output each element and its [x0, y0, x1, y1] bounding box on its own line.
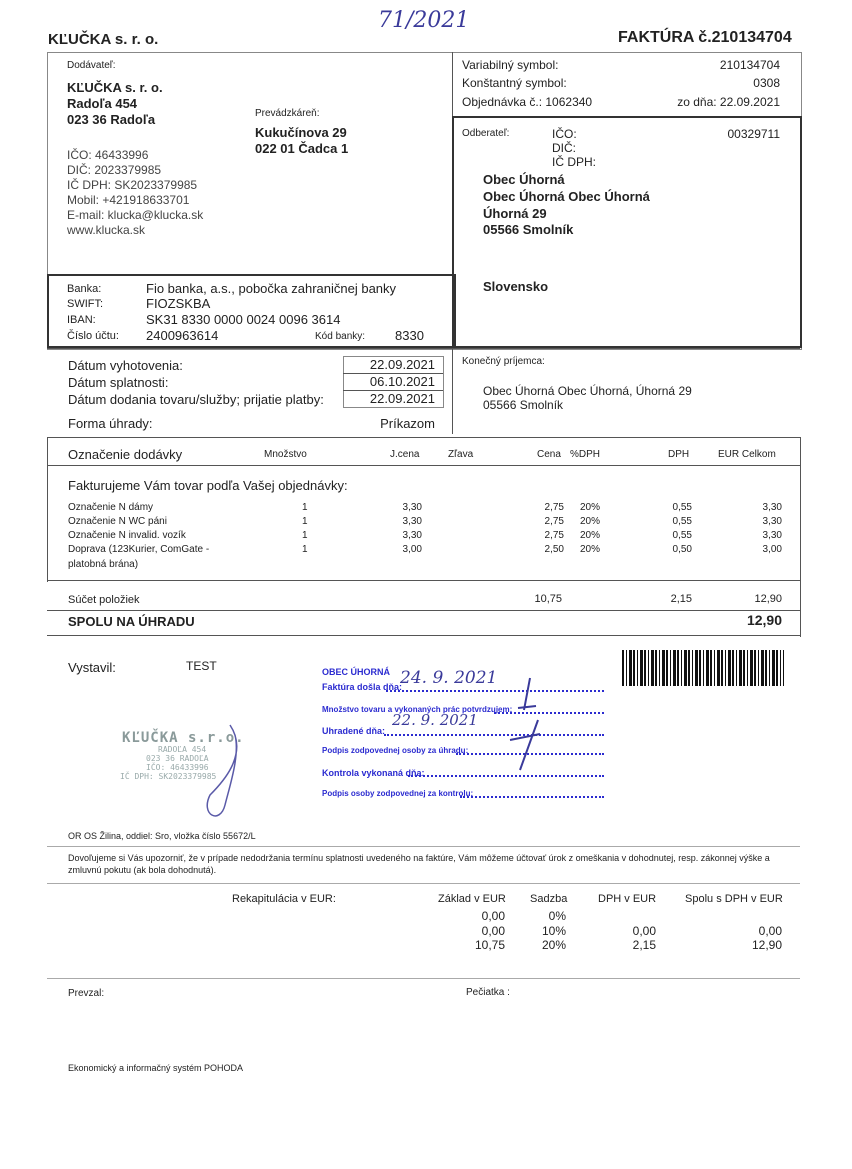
invoice-title: FAKTÚRA č.210134704 [618, 29, 792, 46]
stamp-paid-date: 22. 9. 2021 [392, 711, 478, 729]
item-vat: 0,55 [672, 516, 692, 527]
customer-icdph-label: IČ DPH: [552, 155, 597, 169]
item-price: 2,50 [544, 544, 564, 555]
issuer-name: TEST [186, 659, 217, 673]
company-stamp-line4: IČ DPH: SK2023379985 [120, 772, 217, 781]
stamp-org: OBEC ÚHORNÁ [322, 667, 391, 677]
col-vat: DPH [668, 449, 690, 460]
pay-label: SPOLU NA ÚHRADU [68, 614, 195, 629]
item-total: 3,30 [762, 530, 782, 541]
ks-value: 0308 [753, 76, 780, 90]
order-date: zo dňa: 22.09.2021 [677, 95, 780, 109]
item-total: 3,30 [762, 516, 782, 527]
issuer-label: Vystavil: [68, 660, 116, 675]
sum-total: 12,90 [754, 593, 782, 605]
col-vat-pct: %DPH [570, 449, 601, 460]
stamp-control-label: Kontrola vykonaná dňa: [322, 768, 425, 778]
recipient-label: Konečný príjemca: [462, 356, 545, 367]
premises-city: 022 01 Čadca 1 [255, 141, 349, 156]
stamp-sign-ctrl-label: Podpis osoby zodpovednej za kontrolu: [322, 789, 474, 798]
account-label: Číslo účtu: [67, 330, 119, 342]
item-unit: 3,30 [402, 530, 422, 541]
recap-col-rate: Sadzba [530, 893, 568, 905]
stamp-signature [180, 715, 270, 835]
company-stamp-line1: RADOĽA 454 [158, 745, 207, 754]
bank-code-label: Kód banky: [315, 331, 366, 342]
item-unit: 3,00 [402, 544, 422, 555]
late-payment-notice: Dovoľujeme si Vás upozorniť, že v prípade nedodržania termínu splatnosti uvedeného na faktúre, Vám môžeme účtovať úrok z omeškania v dohodnutej, resp. zákonnej výške a zmluvnú pokutu (ak bola dohodnutá). [68, 853, 770, 875]
col-discount: Zľava [448, 449, 474, 460]
pay-total: 12,90 [746, 612, 782, 628]
vs-label: Variabilný symbol: [462, 58, 559, 72]
iban-label: IBAN: [67, 314, 96, 326]
item-price: 2,75 [544, 530, 564, 541]
item-qty: 1 [302, 530, 308, 541]
payment-label: Forma úhrady: [68, 416, 153, 431]
customer-city: 05566 Smolník [483, 222, 574, 237]
footer-software: Ekonomický a informačný systém POHODA [68, 1063, 244, 1073]
supplier-ico: IČO: 46433996 [67, 148, 149, 162]
items-intro: Fakturujeme Vám tovar podľa Vašej objednávky: [68, 478, 348, 493]
item-name: Označenie N dámy [68, 502, 154, 513]
customer-street: Úhorná 29 [483, 206, 547, 221]
item-total: 3,30 [762, 502, 782, 513]
stamp-received-label: Faktúra došla dňa: [322, 682, 403, 692]
recap-vat: 2,15 [632, 938, 656, 952]
recap-base: 0,00 [481, 924, 505, 938]
recap-rate: 0% [548, 909, 566, 923]
ks-label: Konštantný symbol: [462, 76, 567, 90]
col-name: Označenie dodávky [68, 447, 183, 462]
customer-ico: 00329711 [727, 127, 780, 141]
recap-label: Rekapitulácia v EUR: [232, 893, 336, 905]
col-total: EUR Celkom [718, 449, 776, 460]
sum-label: Súčet položiek [68, 594, 140, 606]
premises-label: Prevádzkáreň: [255, 108, 320, 119]
company-header: KĽUČKA s. r. o. [48, 31, 159, 48]
item-price: 2,75 [544, 516, 564, 527]
item-qty: 1 [302, 544, 308, 555]
supplier-city: 023 36 Radoľa [67, 112, 156, 127]
handwritten-number: 71/2021 [378, 8, 470, 33]
bank-label: Banka: [67, 283, 102, 295]
customer-ico-label: IČO: [552, 127, 577, 141]
order-number: Objednávka č.: 1062340 [462, 95, 593, 109]
seal-label: Pečiatka : [466, 987, 510, 998]
sum-price: 10,75 [534, 593, 562, 605]
recipient-line2: 05566 Smolník [483, 398, 564, 412]
customer-dic-label: DIČ: [552, 141, 576, 155]
customer-label: Odberateľ: [462, 128, 510, 139]
item-vat-pct: 20% [580, 544, 601, 555]
recap-rate: 20% [541, 938, 566, 952]
recap-base: 10,75 [474, 938, 505, 952]
bank-code: 8330 [395, 328, 424, 343]
item-name-cont: platobná brána) [68, 559, 139, 570]
customer-name2: Obec Úhorná Obec Úhorná [483, 189, 650, 204]
item-unit: 3,30 [402, 502, 422, 513]
received-by-label: Prevzal: [68, 988, 105, 999]
item-vat: 0,50 [672, 544, 692, 555]
payment-method: Príkazom [380, 416, 435, 431]
recap-total: 12,90 [751, 938, 782, 952]
delivery-date-label: Dátum dodania tovaru/služby; prijatie platby: [68, 392, 324, 407]
item-name: Označenie N invalid. vozík [68, 530, 186, 541]
supplier-web: www.klucka.sk [67, 223, 146, 237]
swift-label: SWIFT: [67, 298, 104, 310]
item-qty: 1 [302, 502, 308, 513]
customer-country: Slovensko [483, 279, 549, 294]
recap-col-vat: DPH v EUR [598, 893, 657, 905]
due-date-label: Dátum splatnosti: [68, 375, 169, 390]
item-price: 2,75 [544, 502, 564, 513]
supplier-icdph: IČ DPH: SK2023379985 [67, 178, 198, 192]
registry: OR OS Žilina, oddiel: Sro, vložka číslo 55672/L [68, 831, 256, 841]
bank-name: Fio banka, a.s., pobočka zahraničnej banky [146, 281, 397, 296]
item-vat-pct: 20% [580, 502, 601, 513]
recap-col-total: Spolu s DPH v EUR [685, 893, 783, 905]
premises-street: Kukučínova 29 [255, 125, 347, 140]
signature-strokes [480, 670, 570, 780]
due-date: 06.10.2021 [369, 374, 435, 389]
supplier-street: Radoľa 454 [67, 96, 138, 111]
company-stamp-line2: 023 36 RADOĽA [146, 754, 209, 763]
issue-date: 22.09.2021 [369, 357, 435, 372]
customer-name1: Obec Úhorná [483, 172, 565, 187]
col-unit: J.cena [390, 449, 420, 460]
recap-total: 0,00 [758, 924, 782, 938]
col-price: Cena [537, 449, 561, 460]
item-qty: 1 [302, 516, 308, 527]
recap-vat: 0,00 [632, 924, 656, 938]
account-value: 2400963614 [146, 328, 219, 343]
stamp-received-date: 24. 9. 2021 [400, 668, 498, 688]
barcode [622, 650, 784, 686]
vs-value: 210134704 [719, 58, 780, 72]
stamp-paid-label: Uhradené dňa: [322, 726, 386, 736]
item-vat-pct: 20% [580, 530, 601, 541]
col-qty: Množstvo [264, 449, 307, 460]
supplier-mobile: Mobil: +421918633701 [67, 193, 190, 207]
item-vat: 0,55 [672, 530, 692, 541]
company-stamp-name: KĽUČKA s.r.o. [122, 730, 245, 746]
swift-value: FIOZSKBA [146, 296, 211, 311]
supplier-dic: DIČ: 2023379985 [67, 163, 162, 177]
supplier-name: KĽUČKA s. r. o. [67, 80, 163, 95]
item-total: 3,00 [762, 544, 782, 555]
stamp-sign-pay-label: Podpis zodpovednej osoby za úhradu: [322, 746, 469, 755]
recap-col-base: Základ v EUR [438, 893, 506, 905]
recap-rate: 10% [541, 924, 566, 938]
item-name: Doprava (123Kurier, ComGate - [68, 544, 210, 555]
recap-base: 0,00 [481, 909, 505, 923]
company-stamp-line3: IČO: 46433996 [146, 763, 209, 772]
item-unit: 3,30 [402, 516, 422, 527]
item-vat-pct: 20% [580, 516, 601, 527]
issue-date-label: Dátum vyhotovenia: [68, 358, 183, 373]
stamp-quantity-label: Množstvo tovaru a vykonaných prác potvrdzujem: [322, 705, 513, 714]
item-vat: 0,55 [672, 502, 692, 513]
sum-vat: 2,15 [670, 593, 692, 605]
item-name: Označenie N WC páni [68, 516, 167, 527]
supplier-label: Dodávateľ: [67, 60, 116, 71]
supplier-email: E-mail: klucka@klucka.sk [67, 208, 204, 222]
recipient-line1: Obec Úhorná Obec Úhorná, Úhorná 29 [483, 384, 692, 398]
delivery-date: 22.09.2021 [369, 391, 435, 406]
iban-value: SK31 8330 0000 0024 0096 3614 [146, 312, 341, 327]
